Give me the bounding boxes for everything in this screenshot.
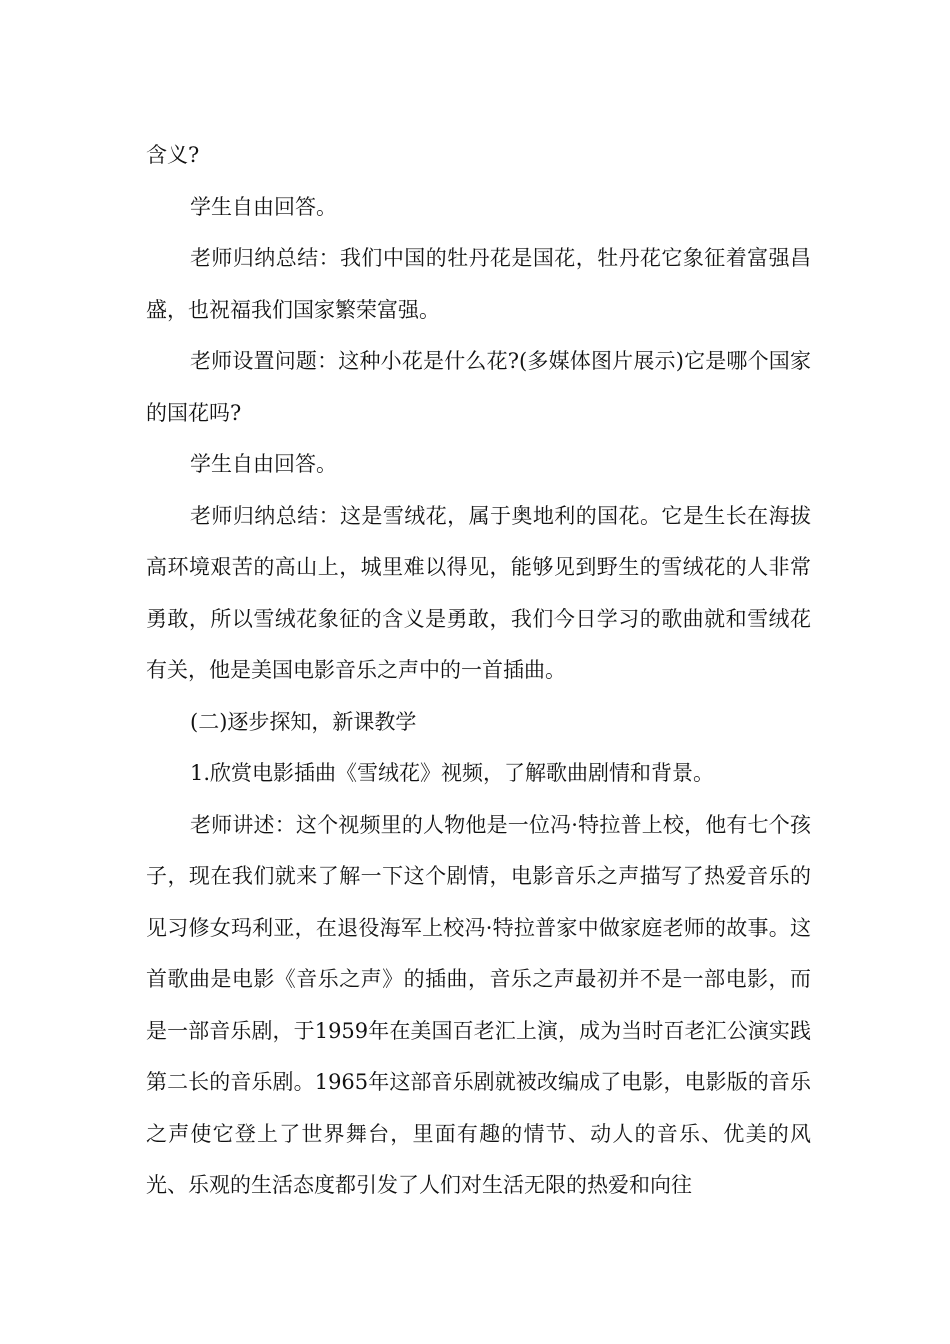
paragraph-6: 老师归纳总结：这是雪绒花，属于奥地利的国花。它是生长在海拔高环境艰苦的高山上，城里难以得见，能够见到野生的雪绒花的人非常勇敢，所以雪绒花象征的含义是勇敢，我们今日学习的歌曲就和雪绒花有关，他是美国电影音乐之声中的一首插曲。 bbox=[146, 503, 811, 682]
paragraph-9: 老师讲述：这个视频里的人物他是一位冯·特拉普上校，他有七个孩子，现在我们就来了解一下这个剧情，电影音乐之声描写了热爱音乐的见习修女玛利亚，在退役海军上校冯·特拉普家中做家庭老师的故事。这首歌曲是电影《音乐之声》的插曲，音乐之声最初并不是一部电影，而是一部音乐剧，于1959年在美国百老汇上演，成为当时百老汇公演实践第二长的音乐剧。1965年这部音乐剧就被改编成了电影，电影版的音乐之声使它登上了世界舞台，里面有趣的情节、动人的音乐、优美的风光、乐观的生活态度都引发了人们对生活无限的热爱和向往 bbox=[146, 812, 811, 1197]
paragraph-1: 含义? bbox=[146, 143, 200, 167]
paragraph-3: 老师归纳总结：我们中国的牡丹花是国花，牡丹花它象征着富强昌盛，也祝福我们国家繁荣富强。 bbox=[146, 246, 811, 322]
section-heading: (二)逐步探知，新课教学 bbox=[190, 709, 417, 734]
document-body bbox=[146, 130, 811, 1212]
paragraph-2: 学生自由回答。 bbox=[190, 194, 337, 219]
paragraph-8: 1.欣赏电影插曲《雪绒花》视频，了解歌曲剧情和背景。 bbox=[190, 761, 715, 785]
paragraph-4: 老师设置问题：这种小花是什么花?(多媒体图片展示)它是哪个国家的国花吗? bbox=[146, 349, 811, 425]
paragraph-5: 学生自由回答。 bbox=[190, 452, 337, 476]
